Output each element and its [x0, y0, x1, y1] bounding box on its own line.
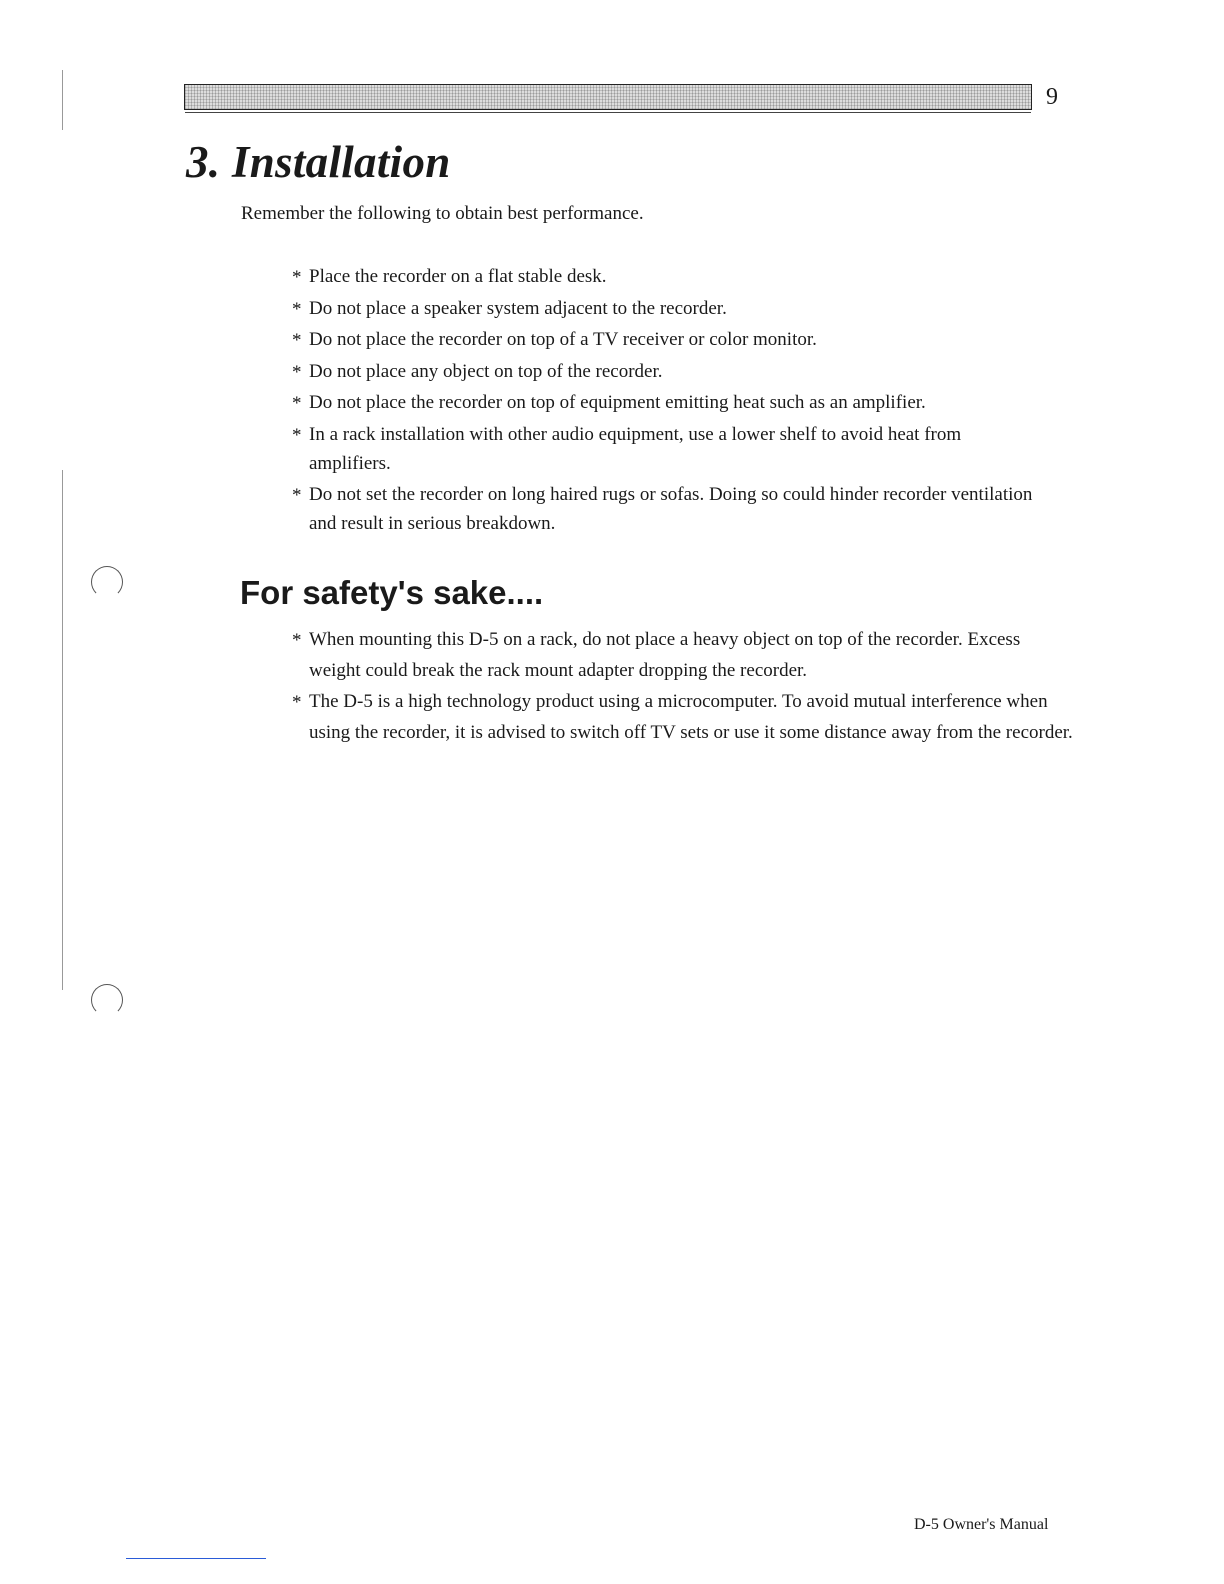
safety-heading: For safety's sake.... — [240, 574, 544, 611]
installation-list — [292, 262, 1072, 541]
list-item: * Do not place any object on top of the recorder. — [292, 357, 1072, 386]
page-number: 9 — [1046, 84, 1058, 110]
list-item: * Do not set the recorder on long haired rugs or sofas. Doing so could hinder recorder ventilation and result in serious breakdown. — [292, 480, 1039, 538]
list-item: * Do not place the recorder on top of a TV receiver or color monitor. — [292, 325, 1072, 354]
list-item: * Do not place a speaker system adjacent to the recorder. — [292, 294, 1072, 323]
list-item: * In a rack installation with other audio equipment, use a lower shelf to avoid heat from amplifiers. — [292, 420, 1039, 478]
intro-text: Remember the following to obtain best performance. — [241, 203, 644, 224]
list-item: * Do not place the recorder on top of equipment emitting heat such as an amplifier. — [292, 388, 1009, 417]
punch-hole — [91, 566, 123, 598]
binding-margin-line — [62, 470, 63, 990]
header-bar — [184, 84, 1032, 110]
list-item: * When mounting this D-5 on a rack, do not place a heavy object on top of the recorder. Excess weight could break the rack mount adapter dropping the recorder. — [292, 625, 1049, 686]
list-item: * The D-5 is a high technology product using a microcomputer. To avoid mutual interference when using the recorder, it is advised to switch off TV sets or use it some distance away from the recorder. — [292, 687, 1082, 748]
footer-manual-title: D-5 Owner's Manual — [914, 1516, 1049, 1533]
bottom-rule — [126, 1558, 266, 1559]
chapter-title: 3. Installation — [186, 137, 451, 187]
list-item: * Place the recorder on a flat stable desk. — [292, 262, 1072, 291]
punch-hole — [91, 984, 123, 1016]
safety-list — [292, 625, 1082, 749]
binding-margin-line — [62, 70, 63, 130]
